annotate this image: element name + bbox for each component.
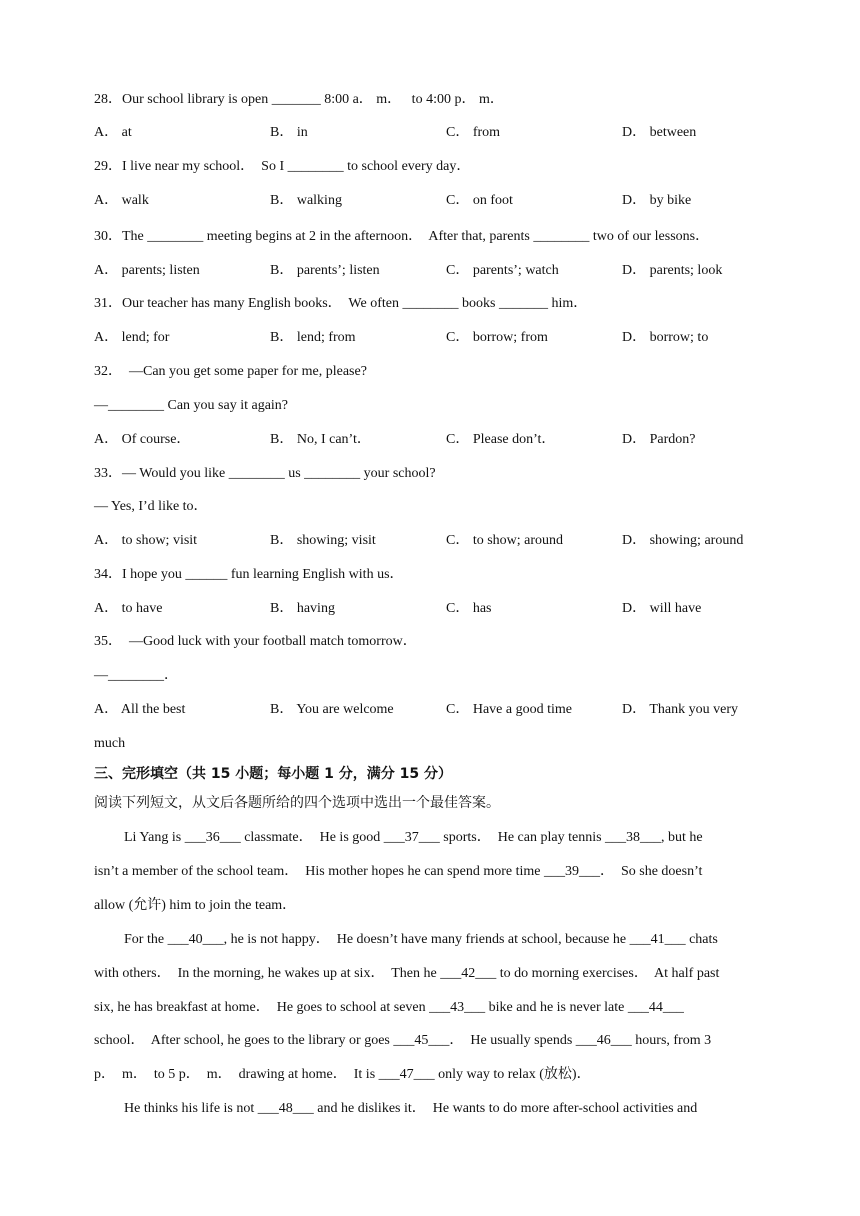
option-b: B． parents’; listen xyxy=(270,263,380,278)
option-c: C． to show; around xyxy=(446,533,564,548)
passage-text: to do morning exercises． At half past xyxy=(496,966,720,981)
blank-36: ___36___ xyxy=(184,830,241,845)
passage-text: only way to relax (放松)． xyxy=(434,1067,591,1082)
blank-46: ___46___ xyxy=(575,1033,632,1048)
passage-text: , but he xyxy=(661,830,703,845)
option-c: C． has xyxy=(446,601,492,616)
blank-44: ___44___ xyxy=(627,1000,684,1015)
option-d: D． by bike xyxy=(622,193,692,208)
option-a: A． to show; visit xyxy=(94,533,198,548)
options-row xyxy=(94,531,794,551)
option-b: B． You are welcome xyxy=(270,702,394,717)
option-d: D． Thank you very xyxy=(622,702,738,717)
passage-text: , he is not happy． He doesn’t have many friends at school, because he xyxy=(223,932,630,947)
passage-text: Li Yang is xyxy=(124,830,185,845)
passage-text: and he dislikes it． He wants to do more after-school activities and xyxy=(313,1101,698,1116)
option-c: C． on foot xyxy=(446,193,513,208)
option-b: B． lend; from xyxy=(270,330,356,345)
option-a: A． at xyxy=(94,125,132,140)
passage-text: He thinks his life is not xyxy=(124,1101,258,1116)
blank-37: ___37___ xyxy=(383,830,440,845)
options-row xyxy=(94,191,794,211)
passage-text: p． m． to 5 p． m． drawing at home． It is xyxy=(94,1067,379,1082)
passage-text: For the xyxy=(124,932,168,947)
passage-text: ． So she doesn’t xyxy=(599,864,703,879)
question-stem: 34．I hope you ______ fun learning English with us． xyxy=(94,567,404,582)
passage-text: sports． He can play tennis xyxy=(439,830,606,845)
options-row xyxy=(94,700,794,720)
option-b: B． walking xyxy=(270,193,342,208)
option-d: D． borrow; to xyxy=(622,330,709,345)
question-stem: 35． —Good luck with your football match tomorrow． xyxy=(94,634,417,649)
option-c: C． parents’; watch xyxy=(446,263,559,278)
option-a: A． to have xyxy=(94,601,163,616)
options-row xyxy=(94,123,794,143)
question-stem: 32． —Can you get some paper for me, please? xyxy=(94,364,367,379)
passage-text: chats xyxy=(685,932,718,947)
passage-line xyxy=(94,862,774,882)
blank-45: ___45___ xyxy=(393,1033,450,1048)
option-d: D． parents; look xyxy=(622,263,723,278)
option-c: C． borrow; from xyxy=(446,330,548,345)
question-stem-line2: — Yes, I’d like to． xyxy=(94,499,208,514)
option-d: D． between xyxy=(622,125,697,140)
option-b: B． in xyxy=(270,125,308,140)
options-row xyxy=(94,261,794,281)
blank-39: ___39___ xyxy=(543,864,600,879)
question-stem: 31．Our teacher has many English books． We often ________ books _______ him． xyxy=(94,296,588,311)
option-a: A． All the best xyxy=(94,702,186,717)
passage-line xyxy=(94,1065,774,1085)
question-stem-line2: —________． xyxy=(94,668,178,683)
passage-text: bike and he is never late xyxy=(485,1000,628,1015)
option-wrap-text: much xyxy=(94,736,126,751)
option-a: A． parents; listen xyxy=(94,263,200,278)
passage-text: allow (允许) him to join the team． xyxy=(94,898,297,913)
option-a: A． lend; for xyxy=(94,330,170,345)
option-c: C． from xyxy=(446,125,501,140)
question-stem: 33．— Would you like ________ us ________ your school? xyxy=(94,466,436,481)
question-stem: 30．The ________ meeting begins at 2 in the afternoon． After that, parents ________ two of our lessons． xyxy=(94,229,710,244)
passage-text: classmate． He is good xyxy=(240,830,384,845)
option-a: A． Of course． xyxy=(94,432,191,447)
blank-48: ___48___ xyxy=(257,1101,314,1116)
blank-42: ___42___ xyxy=(440,966,497,981)
option-d: D． showing; around xyxy=(622,533,744,548)
passage-text: hours, from 3 xyxy=(631,1033,712,1048)
blank-41: ___41___ xyxy=(629,932,686,947)
option-c: C． Have a good time xyxy=(446,702,572,717)
passage-line xyxy=(94,896,774,916)
passage-line xyxy=(94,964,774,984)
question-stem: 29．I live near my school． So I ________ to school every day． xyxy=(94,159,471,174)
option-b: B． No, I can’t． xyxy=(270,432,371,447)
passage-text: ． He usually spends xyxy=(449,1033,576,1048)
passage-text: isn’t a member of the school team． His mother hopes he can spend more time xyxy=(94,864,544,879)
options-row xyxy=(94,328,794,348)
blank-40: ___40___ xyxy=(167,932,224,947)
option-d: D． will have xyxy=(622,601,702,616)
option-a: A． walk xyxy=(94,193,149,208)
passage-text: with others． In the morning, he wakes up at six． Then he xyxy=(94,966,441,981)
blank-38: ___38___ xyxy=(605,830,662,845)
passage-line xyxy=(94,930,804,950)
passage-text: school． After school, he goes to the library or goes xyxy=(94,1033,394,1048)
question-stem: 28．Our school library is open _______ 8:00 a． m． to 4:00 p． m． xyxy=(94,92,504,107)
question-stem-line2: —________ Can you say it again? xyxy=(94,398,289,413)
option-b: B． having xyxy=(270,601,335,616)
options-row xyxy=(94,430,794,450)
passage-line xyxy=(94,1099,804,1119)
option-d: D． Pardon? xyxy=(622,432,696,447)
options-row xyxy=(94,599,794,619)
passage-text: six, he has breakfast at home． He goes to school at seven xyxy=(94,1000,430,1015)
option-b: B． showing; visit xyxy=(270,533,376,548)
section-title: 三、完形填空（共 15 小题；每小题 1 分，满分 15 分） xyxy=(94,766,452,782)
blank-47: ___47___ xyxy=(378,1067,435,1082)
passage-line xyxy=(94,1031,774,1051)
section-instruction: 阅读下列短文，从文后各题所给的四个选项中选出一个最佳答案。 xyxy=(94,795,500,811)
passage-line xyxy=(94,998,774,1018)
blank-43: ___43___ xyxy=(429,1000,486,1015)
option-c: C． Please don’t． xyxy=(446,432,556,447)
passage-line xyxy=(94,828,804,848)
